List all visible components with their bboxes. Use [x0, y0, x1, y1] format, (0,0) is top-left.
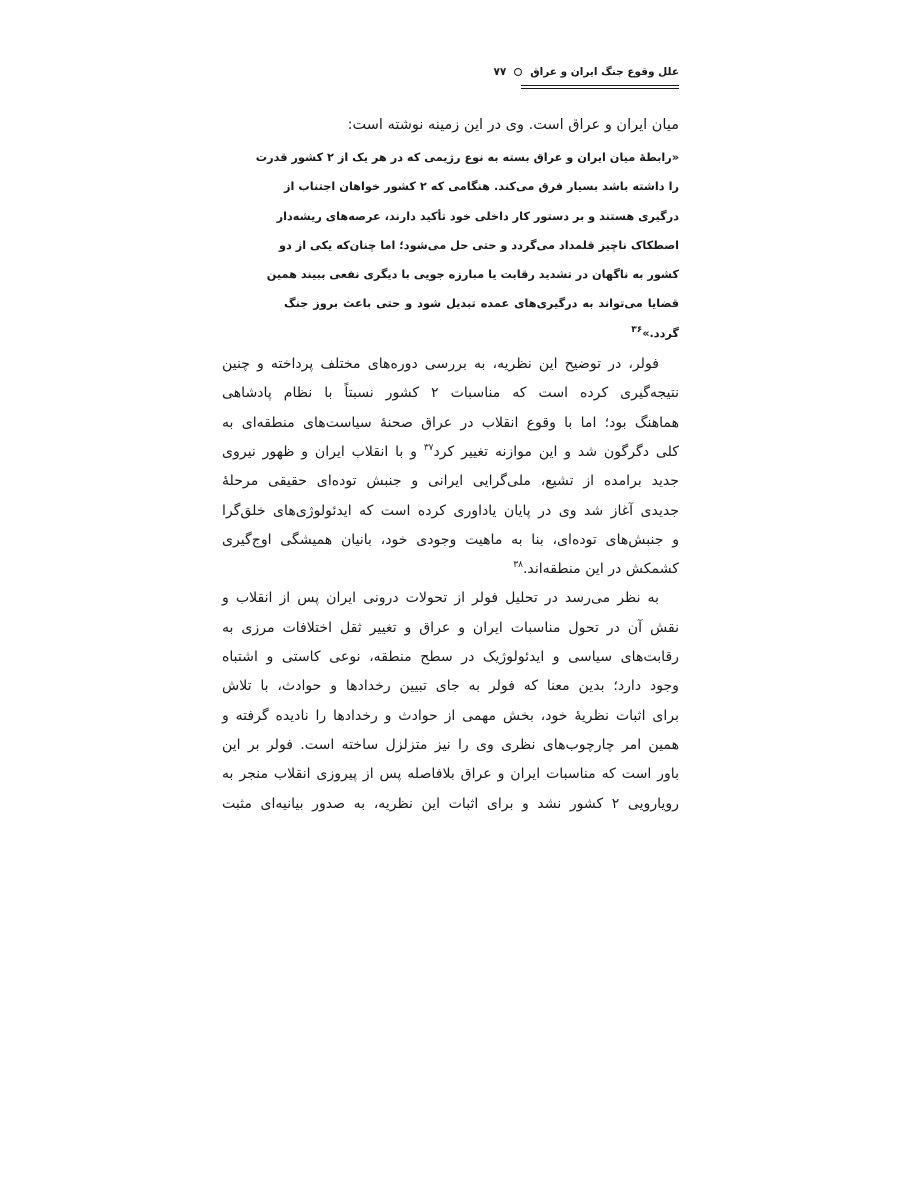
paragraph-line: نقش آن در تحول مناسبات ایران و عراق و تغییر ثقل اختلافات مرزی به [222, 619, 679, 636]
header-rule [521, 85, 679, 89]
paragraph-line: جدیدی آغاز شد وی در پایان یاداوری کرده است که ایدئولوژی‌های خلق‌گرا [222, 502, 679, 519]
line-text: کلی دگرگون شد و این موازنه تغییر کرد [433, 443, 679, 460]
running-title: علل وقوع جنگ ایران و عراق [530, 66, 679, 78]
circle-separator-icon [514, 68, 522, 76]
intro-line: میان ایران و عراق است. وی در این زمینه نوشته است: [347, 117, 679, 133]
quote-line: «رابطهٔ میان ایران و عراق بسته به نوع رژیمی که در هر یک از ۲ کشور قدرت [255, 151, 679, 164]
paragraph-line: جدید برامده از تشیع، ملی‌گرایی ایرانی و جنبش توده‌ای حقیقی مرحلهٔ [222, 473, 679, 490]
block-quote [222, 143, 679, 348]
paragraph-line: رویارویی ۲ کشور نشد و برای اثبات این نظریه، به صدور بیانیه‌ای مثبت [222, 795, 679, 812]
paragraph-line: فولر، در توضیح این نظریه، به بررسی دوره‌های مختلف پرداخته و چنین [222, 356, 659, 373]
paragraph-last-line [222, 555, 679, 584]
paragraph-line: و جنبش‌های توده‌ای، بنا به ماهیت وجودی خود، بانیان همیشگی اوج‌گیری [222, 531, 679, 548]
paragraph-line: رقابت‌های سیاسی و ایدئولوژیک در سطح منطقه، نوعی کاستی و اشتباه [222, 649, 679, 666]
paragraph-line: وجود دارد؛ بدین معنا که فولر به جای تبیین رخدادها و حوادث، با تلاش [222, 678, 679, 695]
running-header [222, 62, 679, 82]
paragraph-line: هماهنگ بود؛ اما با وقوع انقلاب در عراق صحنهٔ سیاست‌های منطقه‌ای به [222, 414, 679, 431]
paragraph-line: نتیجه‌گیری کرده است که مناسبات ۲ کشور نسبتاً با نظام پادشاهی [222, 385, 679, 402]
footnote-ref-37: ۳۷ [423, 442, 434, 453]
quote-last-text: گردد.» [642, 326, 679, 340]
footnote-ref-38: ۳۸ [513, 560, 523, 571]
line-text: کشمکش در این منطقه‌اند. [522, 561, 679, 578]
paragraph-line: به نظر می‌رسد در تحلیل فولر از تحولات درونی ایران پس از انقلاب و [222, 590, 659, 607]
paragraph-2 [222, 584, 679, 818]
quote-line: اصطکاک ناچیز قلمداد می‌گردد و حتی حل می‌شود؛ اما چنان‌که یکی از دو [279, 238, 679, 252]
paragraph-line: همین امر چارچوب‌های نظری وی را نیز متزلزل ساخته است. فولر بر این [222, 736, 679, 753]
body-text [222, 350, 679, 819]
page-number: ۷۷ [493, 66, 507, 78]
quote-line: درگیری هستند و بر دستور کار داخلی خود تأکید دارند، عرصه‌های ریشه‌دار [276, 209, 679, 223]
line-text: و با انقلاب ایران و ظهور نیروی [222, 443, 424, 460]
footnote-ref-36: ۳۶ [631, 324, 643, 335]
paragraph-line-with-ref [222, 438, 679, 467]
paragraph-1 [222, 350, 679, 584]
paragraph-line: باور است که مناسبات ایران و عراق بلافاصله پس از پیروزی انقلاب منجر به [222, 766, 679, 783]
quote-line: کشور به ناگهان در تشدید رقابت یا مبارزه جویی با دیگری نفعی ببیند همین [266, 268, 679, 282]
quote-last-line [284, 319, 679, 348]
book-page [222, 62, 679, 819]
quote-line: را داشته باشد بسیار فرق می‌کند. هنگامی که ۲ کشور خواهان اجتناب از [284, 180, 680, 194]
paragraph-line: برای اثبات نظریهٔ خود، بخش مهمی از حوادث و رخدادها را نادیده گرفته و [222, 707, 679, 724]
quote-line: قضایا می‌تواند به درگیری‌های عمده تبدیل شود و حتی باعث بروز جنگ [284, 297, 679, 311]
